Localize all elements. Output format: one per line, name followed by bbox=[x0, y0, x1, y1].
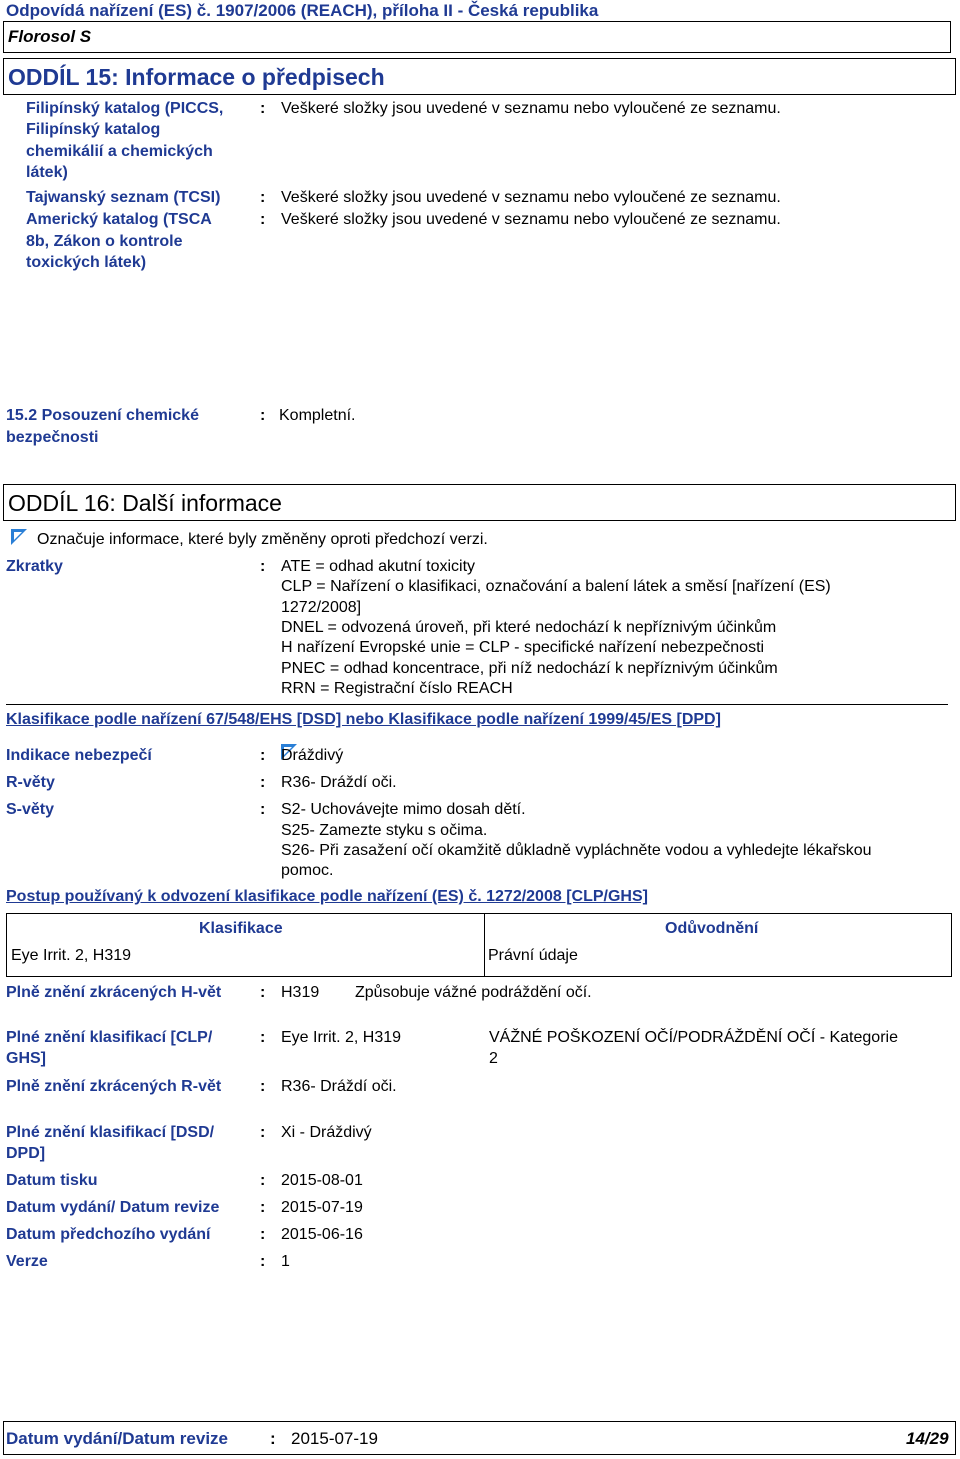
print-date-label: Datum tisku bbox=[6, 1172, 98, 1189]
table-divider bbox=[484, 913, 485, 977]
h-full-text: Způsobuje vážné podráždění očí. bbox=[355, 984, 592, 1001]
clp-full-code: Eye Irrit. 2, H319 bbox=[281, 1029, 402, 1046]
assessment-label-1: 15.2 Posouzení chemické bbox=[6, 407, 199, 424]
dsd-heading: Klasifikace podle nařízení 67/548/EHS [DSD] nebo Klasifikace podle nařízení 1999/45/ES [DPD] bbox=[6, 711, 721, 728]
r-phrases-value: R36- Dráždí oči. bbox=[281, 774, 397, 791]
tcsi-value: Veškeré složky jsou uvedené v seznamu nebo vyloučené ze seznamu. bbox=[281, 189, 781, 206]
separator: : bbox=[260, 189, 266, 206]
separator: : bbox=[260, 984, 266, 1001]
issue-date-value: 2015-07-19 bbox=[281, 1199, 363, 1216]
s-phrase-line: S26- Při zasažení očí okamžitě důkladně vypláchněte vodou a vyhledejte lékařskou bbox=[281, 842, 872, 859]
abbreviations-label: Zkratky bbox=[6, 558, 63, 575]
separator: : bbox=[260, 100, 266, 117]
prev-date-value: 2015-06-16 bbox=[281, 1226, 363, 1243]
clp-heading: Postup používaný k odvození klasifikace podle nařízení (ES) č. 1272/2008 [CLP/GHS] bbox=[6, 888, 648, 905]
page-number: 14/29 bbox=[906, 1429, 949, 1448]
abbrev-line: RRN = Registrační číslo REACH bbox=[281, 680, 513, 697]
table-header-justification: Odůvodnění bbox=[665, 920, 759, 937]
tcsi-label: Tajwanský seznam (TCSI) bbox=[26, 189, 221, 206]
piccs-label-2: Filipínský katalog bbox=[26, 121, 161, 138]
s-phrases-label: S-věty bbox=[6, 801, 55, 818]
tsca-label-1: Americký katalog (TSCA bbox=[26, 211, 212, 228]
s-phrase-line: S2- Uchovávejte mimo dosah dětí. bbox=[281, 801, 526, 818]
version-label: Verze bbox=[6, 1253, 48, 1270]
section-16-title: ODDÍL 16: Další informace bbox=[8, 490, 282, 516]
dsd-full-label-2: DPD] bbox=[6, 1145, 46, 1162]
footer-date: 2015-07-19 bbox=[291, 1429, 378, 1448]
product-box bbox=[3, 21, 951, 53]
abbrev-line: CLP = Nařízení o klasifikaci, označování a balení látek a směsí [nařízení (ES) bbox=[281, 578, 831, 595]
assessment-label-2: bezpečnosti bbox=[6, 429, 99, 446]
piccs-value: Veškeré složky jsou uvedené v seznamu nebo vyloučené ze seznamu. bbox=[281, 100, 781, 117]
version-value: 1 bbox=[281, 1253, 290, 1270]
abbrev-line: ATE = odhad akutní toxicity bbox=[281, 558, 476, 575]
separator: : bbox=[260, 747, 266, 764]
classification-table bbox=[6, 913, 952, 977]
table-cell-classification: Eye Irrit. 2, H319 bbox=[11, 947, 132, 964]
piccs-label-1: Filipínský katalog (PICCS, bbox=[26, 100, 224, 117]
assessment-value: Kompletní. bbox=[279, 407, 356, 424]
hazard-indication-value: Dráždivý bbox=[281, 747, 344, 764]
s-phrase-line: pomoc. bbox=[281, 862, 334, 879]
tsca-label-2: 8b, Zákon o kontrole bbox=[26, 233, 183, 250]
piccs-label-4: látek) bbox=[26, 164, 68, 181]
table-header-classification: Klasifikace bbox=[199, 920, 283, 937]
separator: : bbox=[260, 1172, 266, 1189]
divider bbox=[6, 704, 948, 705]
separator: : bbox=[260, 1199, 266, 1216]
separator: : bbox=[260, 1124, 266, 1141]
change-note: Označuje informace, které byly změněny oproti předchozí verzi. bbox=[37, 531, 488, 548]
table-cell-justification: Právní údaje bbox=[488, 947, 578, 964]
issue-date-label: Datum vydání/ Datum revize bbox=[6, 1199, 220, 1216]
clp-full-label-2: GHS] bbox=[6, 1050, 46, 1067]
tsca-label-3: toxických látek) bbox=[26, 254, 147, 271]
regulation-header: Odpovídá nařízení (ES) č. 1907/2006 (REACH), příloha II - Česká republika bbox=[6, 1, 599, 20]
footer-label: Datum vydání/Datum revize bbox=[6, 1429, 229, 1448]
r-phrases-label: R-věty bbox=[6, 774, 55, 791]
change-flag-icon bbox=[11, 529, 27, 545]
abbrev-line: 1272/2008] bbox=[281, 599, 362, 616]
dsd-full-value: Xi - Dráždivý bbox=[281, 1124, 372, 1141]
tsca-value: Veškeré složky jsou uvedené v seznamu nebo vyloučené ze seznamu. bbox=[281, 211, 781, 228]
abbrev-line: H nařízení Evropské unie = CLP - specifické nařízení nebezpečnosti bbox=[281, 639, 765, 656]
separator: : bbox=[260, 1029, 266, 1046]
separator: : bbox=[260, 1253, 266, 1270]
separator: : bbox=[260, 1226, 266, 1243]
abbrev-line: DNEL = odvozená úroveň, při které nedochází k nepříznivým účinkům bbox=[281, 619, 777, 636]
separator: : bbox=[260, 211, 266, 228]
separator: : bbox=[260, 407, 266, 424]
s-phrase-line: S25- Zamezte styku s očima. bbox=[281, 822, 488, 839]
print-date-value: 2015-08-01 bbox=[281, 1172, 363, 1189]
prev-date-label: Datum předchozího vydání bbox=[6, 1226, 211, 1243]
r-full-label: Plně znění zkrácených R-vět bbox=[6, 1078, 222, 1095]
clp-full-text-1: VÁŽNÉ POŠKOZENÍ OČÍ/PODRÁŽDĚNÍ OČÍ - Kategorie bbox=[489, 1029, 898, 1046]
r-full-value: R36- Dráždí oči. bbox=[281, 1078, 397, 1095]
product-name: Florosol S bbox=[8, 27, 92, 46]
separator: : bbox=[260, 558, 266, 575]
dsd-full-label-1: Plné znění klasifikací [DSD/ bbox=[6, 1124, 215, 1141]
clp-full-label-1: Plné znění klasifikací [CLP/ bbox=[6, 1029, 213, 1046]
h-full-code: H319 bbox=[281, 984, 320, 1001]
separator: : bbox=[260, 774, 266, 791]
section-15-title: ODDÍL 15: Informace o předpisech bbox=[8, 64, 385, 90]
abbrev-line: PNEC = odhad koncentrace, při níž nedochází k nepříznivým účinkům bbox=[281, 660, 778, 677]
separator: : bbox=[270, 1429, 276, 1448]
separator: : bbox=[260, 1078, 266, 1095]
h-full-label: Plně znění zkrácených H-vět bbox=[6, 984, 222, 1001]
separator: : bbox=[260, 801, 266, 818]
piccs-label-3: chemikálií a chemických bbox=[26, 143, 213, 160]
hazard-indication-label: Indikace nebezpečí bbox=[6, 747, 152, 764]
clp-full-text-2: 2 bbox=[489, 1050, 498, 1067]
